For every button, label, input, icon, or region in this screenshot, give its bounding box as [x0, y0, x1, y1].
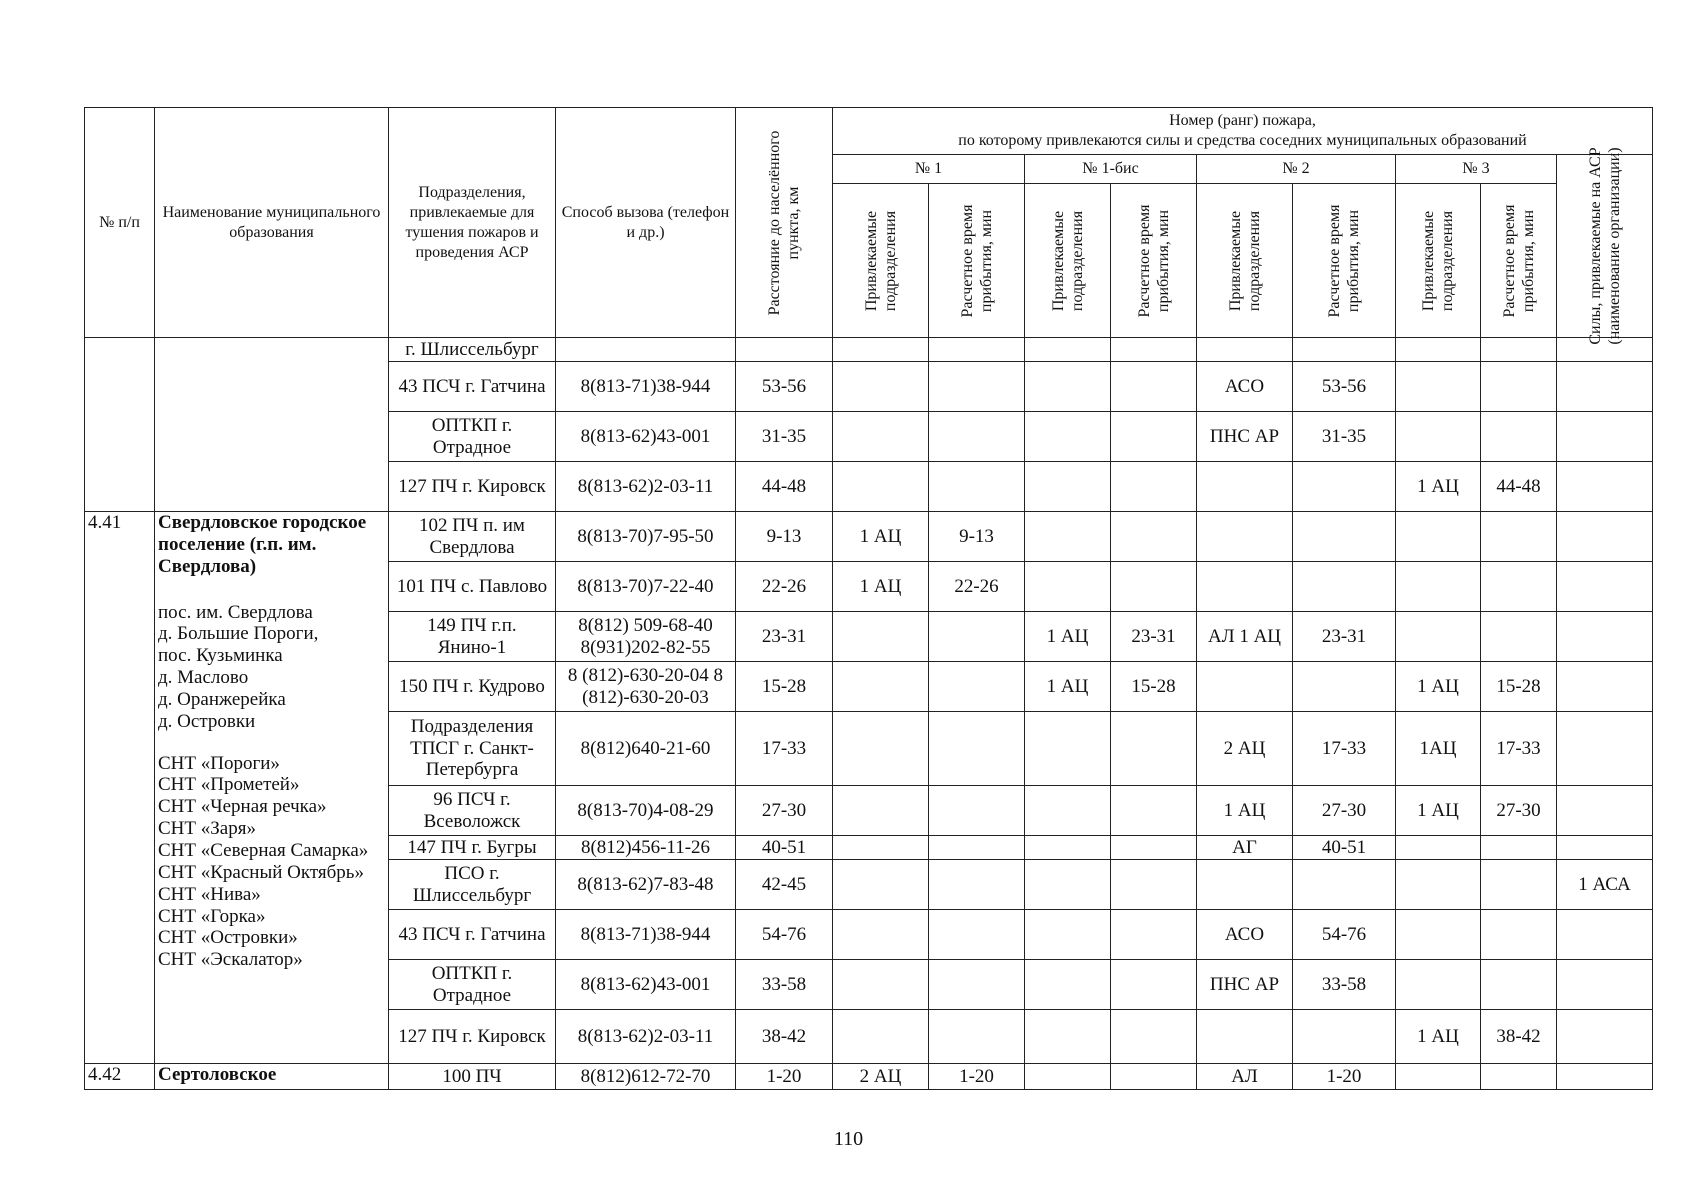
unit-cell: Подразделения ТПСГ г. Санкт-Петербурга — [389, 712, 556, 786]
rank2-time-cell: 1-20 — [1293, 1064, 1396, 1090]
rank2-time-cell: 40-51 — [1293, 836, 1396, 860]
rank3-units-cell — [1396, 362, 1481, 412]
rank1-time-cell — [929, 910, 1025, 960]
rank2-time-cell: 27-30 — [1293, 786, 1396, 836]
phone-cell: 8(813-62)7-83-48 — [556, 860, 736, 910]
rank1bis-time-cell: 15-28 — [1111, 662, 1197, 712]
distance-cell: 27-30 — [736, 786, 833, 836]
rank2-time-cell — [1293, 512, 1396, 562]
unit-cell: 150 ПЧ г. Кудрово — [389, 662, 556, 712]
header-rank-3: № 3 — [1396, 155, 1557, 184]
header-r1-units: Привлекаемые подразделения — [833, 184, 929, 338]
rank3-units-cell — [1396, 860, 1481, 910]
unit-cell: 127 ПЧ г. Кировск — [389, 462, 556, 512]
distance-cell: 23-31 — [736, 612, 833, 662]
rank1bis-units-cell — [1025, 562, 1111, 612]
rank1-time-cell — [929, 960, 1025, 1010]
asr-cell — [1557, 786, 1653, 836]
phone-cell: 8(813-70)7-95-50 — [556, 512, 736, 562]
rank3-units-cell: 1 АЦ — [1396, 1010, 1481, 1064]
rank3-time-cell: 15-28 — [1481, 662, 1557, 712]
table-row — [85, 1064, 1653, 1090]
unit-cell: ОПТКП г. Отрадное — [389, 960, 556, 1010]
rank2-units-cell — [1197, 512, 1293, 562]
unit-cell: 147 ПЧ г. Бугры — [389, 836, 556, 860]
unit-cell: 43 ПСЧ г. Гатчина — [389, 910, 556, 960]
rank1bis-time-cell — [1111, 1010, 1197, 1064]
rank1-time-cell — [929, 1010, 1025, 1064]
rank3-time-cell — [1481, 362, 1557, 412]
phone-cell: 8(813-71)38-944 — [556, 910, 736, 960]
phone-cell: 8(812)612-72-70 — [556, 1064, 736, 1090]
asr-cell — [1557, 412, 1653, 462]
phone-cell: 8(813-62)43-001 — [556, 960, 736, 1010]
spacer — [158, 578, 385, 602]
rank3-units-cell — [1396, 338, 1481, 362]
asr-cell — [1557, 960, 1653, 1010]
header-rank-1: № 1 — [833, 155, 1025, 184]
rank2-units-cell: АГ — [1197, 836, 1293, 860]
rank2-units-cell — [1197, 860, 1293, 910]
rank1-units-cell — [833, 910, 929, 960]
rank3-units-cell — [1396, 960, 1481, 1010]
header-r1bis-time: Расчетное время прибытия, мин — [1111, 184, 1197, 338]
row-num-cell: 4.41 — [85, 512, 155, 1064]
rank2-units-cell — [1197, 1010, 1293, 1064]
rank1-time-cell — [929, 860, 1025, 910]
rank1-time-cell: 22-26 — [929, 562, 1025, 612]
rank3-time-cell — [1481, 860, 1557, 910]
unit-cell: 127 ПЧ г. Кировск — [389, 1010, 556, 1064]
rank2-units-cell: ПНС АР — [1197, 412, 1293, 462]
area-name-cell — [155, 512, 389, 1064]
row-num-cell: 4.42 — [85, 1064, 155, 1090]
rank3-units-cell: 1 АЦ — [1396, 462, 1481, 512]
rank1-units-cell — [833, 412, 929, 462]
phone-cell: 8(812)456-11-26 — [556, 836, 736, 860]
rank1bis-units-cell — [1025, 712, 1111, 786]
table-row — [85, 338, 1653, 362]
phone-cell: 8(813-62)2-03-11 — [556, 462, 736, 512]
rank1bis-time-cell — [1111, 338, 1197, 362]
rank3-time-cell — [1481, 512, 1557, 562]
rank3-time-cell — [1481, 836, 1557, 860]
place-item: СНТ «Нива» — [158, 883, 261, 905]
header-r2-units: Привлекаемые подразделения — [1197, 184, 1293, 338]
rank1-time-cell — [929, 712, 1025, 786]
rank1bis-time-cell — [1111, 362, 1197, 412]
asr-cell — [1557, 362, 1653, 412]
rank2-units-cell — [1197, 562, 1293, 612]
rank1-time-cell — [929, 338, 1025, 362]
rank2-units-cell: АСО — [1197, 362, 1293, 412]
phone-cell — [556, 338, 736, 362]
phone-cell: 8(812)640-21-60 — [556, 712, 736, 786]
rank1bis-time-cell — [1111, 1064, 1197, 1090]
rank2-units-cell: ПНС АР — [1197, 960, 1293, 1010]
rank1-units-cell — [833, 612, 929, 662]
place-item: д. Оранжерейка — [158, 688, 286, 710]
rank1bis-units-cell: 1 АЦ — [1025, 662, 1111, 712]
rank1bis-time-cell: 23-31 — [1111, 612, 1197, 662]
rank1-units-cell — [833, 338, 929, 362]
rank3-units-cell: 1 АЦ — [1396, 786, 1481, 836]
header-r1-time: Расчетное время прибытия, мин — [929, 184, 1025, 338]
rank2-units-cell — [1197, 662, 1293, 712]
place-item: СНТ «Красный Октябрь» — [158, 861, 364, 883]
unit-cell: ОПТКП г. Отрадное — [389, 412, 556, 462]
rank1bis-units-cell — [1025, 786, 1111, 836]
unit-cell: ПСО г. Шлиссельбург — [389, 860, 556, 910]
rank1bis-time-cell — [1111, 960, 1197, 1010]
rank3-time-cell — [1481, 612, 1557, 662]
rank1-time-cell: 1-20 — [929, 1064, 1025, 1090]
rank3-units-cell: 1АЦ — [1396, 712, 1481, 786]
rank2-units-cell: 1 АЦ — [1197, 786, 1293, 836]
rank1-units-cell — [833, 960, 929, 1010]
header-row-1 — [85, 108, 1653, 155]
rank1bis-time-cell — [1111, 836, 1197, 860]
rank1-time-cell — [929, 362, 1025, 412]
header-distance: Расстояние до населённого пункта, км — [736, 108, 833, 338]
asr-cell — [1557, 462, 1653, 512]
page-number: 110 — [833, 1128, 864, 1150]
rank-title: Номер (ранг) пожара, — [1169, 112, 1316, 129]
rank3-units-cell: 1 АЦ — [1396, 662, 1481, 712]
rank3-time-cell: 44-48 — [1481, 462, 1557, 512]
rank1bis-units-cell — [1025, 860, 1111, 910]
rank3-time-cell — [1481, 562, 1557, 612]
distance-cell: 17-33 — [736, 712, 833, 786]
phone-cell: 8(813-70)7-22-40 — [556, 562, 736, 612]
asr-cell — [1557, 512, 1653, 562]
rank2-time-cell: 54-76 — [1293, 910, 1396, 960]
place-item: СНТ «Островки» — [158, 927, 298, 949]
rank1-units-cell — [833, 836, 929, 860]
rank2-time-cell: 31-35 — [1293, 412, 1396, 462]
rank1-time-cell — [929, 412, 1025, 462]
header-units: Подразделения, привлекаемые для тушения пожаров и проведения АСР — [389, 108, 556, 338]
unit-cell: 102 ПЧ п. им Свердлова — [389, 512, 556, 562]
rank1-units-cell — [833, 362, 929, 412]
unit-cell: 100 ПЧ — [389, 1064, 556, 1090]
asr-cell: 1 АСА — [1557, 860, 1653, 910]
header-asr: Силы, привлекаемые на АСР (наименование организации) — [1557, 155, 1653, 338]
rank2-time-cell: 23-31 — [1293, 612, 1396, 662]
rank1bis-time-cell — [1111, 462, 1197, 512]
place-item: пос. им. Свердлова — [158, 601, 313, 623]
rank2-units-cell — [1197, 462, 1293, 512]
rank3-time-cell — [1481, 338, 1557, 362]
phone-cell: 8 (812)-630-20-04 8 (812)-630-20-03 — [556, 662, 736, 712]
place-item: СНТ «Эскалатор» — [158, 949, 303, 971]
rank1bis-time-cell — [1111, 860, 1197, 910]
rank2-units-cell — [1197, 338, 1293, 362]
rank2-time-cell — [1293, 1010, 1396, 1064]
rank2-time-cell: 53-56 — [1293, 362, 1396, 412]
rank-subtitle: по которому привлекаются силы и средства соседних муниципальных образований — [958, 132, 1527, 149]
header-rank-1bis: № 1-бис — [1025, 155, 1197, 184]
header-name: Наименование муниципального образования — [155, 108, 389, 338]
rank1-units-cell: 1 АЦ — [833, 512, 929, 562]
distance-cell: 38-42 — [736, 1010, 833, 1064]
distance-cell: 31-35 — [736, 412, 833, 462]
fire-forces-table — [84, 107, 1653, 1090]
rank1-units-cell — [833, 1010, 929, 1064]
header-r2-time: Расчетное время прибытия, мин — [1293, 184, 1396, 338]
rank1-units-cell — [833, 786, 929, 836]
rank1bis-time-cell — [1111, 512, 1197, 562]
rank1bis-time-cell — [1111, 786, 1197, 836]
distance-cell: 33-58 — [736, 960, 833, 1010]
header-r3-time: Расчетное время прибытия, мин — [1481, 184, 1557, 338]
place-item: СНТ «Прометей» — [158, 774, 300, 796]
asr-cell — [1557, 612, 1653, 662]
rank1bis-units-cell — [1025, 910, 1111, 960]
rank3-time-cell — [1481, 960, 1557, 1010]
rank1bis-units-cell — [1025, 1010, 1111, 1064]
distance-cell: 40-51 — [736, 836, 833, 860]
rank1bis-units-cell — [1025, 1064, 1111, 1090]
rank2-units-cell: АЛ 1 АЦ — [1197, 612, 1293, 662]
rank2-time-cell — [1293, 562, 1396, 612]
rank1-time-cell — [929, 836, 1025, 860]
distance-cell: 22-26 — [736, 562, 833, 612]
rank3-time-cell — [1481, 910, 1557, 960]
rank3-time-cell: 38-42 — [1481, 1010, 1557, 1064]
rank2-time-cell: 33-58 — [1293, 960, 1396, 1010]
place-item: пос. Кузьминка — [158, 645, 283, 667]
rank1-time-cell — [929, 462, 1025, 512]
row-name-cell — [155, 338, 389, 512]
rank1bis-units-cell — [1025, 412, 1111, 462]
rank1-time-cell: 9-13 — [929, 512, 1025, 562]
phone-cell: 8(813-62)43-001 — [556, 412, 736, 462]
asr-cell — [1557, 1010, 1653, 1064]
rank1-units-cell — [833, 712, 929, 786]
rank3-units-cell — [1396, 1064, 1481, 1090]
row-num-cell — [85, 338, 155, 512]
place-item — [158, 733, 385, 753]
place-item: д. Островки — [158, 710, 256, 732]
rank1bis-time-cell — [1111, 412, 1197, 462]
asr-cell — [1557, 562, 1653, 612]
rank3-time-cell: 17-33 — [1481, 712, 1557, 786]
distance-cell: 9-13 — [736, 512, 833, 562]
unit-cell: 149 ПЧ г.п. Янино-1 — [389, 612, 556, 662]
rank3-time-cell — [1481, 412, 1557, 462]
asr-cell — [1557, 662, 1653, 712]
distance-cell: 15-28 — [736, 662, 833, 712]
rank3-units-cell — [1396, 836, 1481, 860]
distance-cell: 53-56 — [736, 362, 833, 412]
rank1bis-time-cell — [1111, 562, 1197, 612]
rank2-units-cell: АЛ — [1197, 1064, 1293, 1090]
rank2-units-cell: 2 АЦ — [1197, 712, 1293, 786]
place-item: СНТ «Северная Самарка» — [158, 839, 369, 861]
place-item: СНТ «Пороги» — [158, 752, 280, 774]
area-name-cell: Сертоловское — [155, 1064, 389, 1090]
unit-cell: 43 ПСЧ г. Гатчина — [389, 362, 556, 412]
rank3-units-cell — [1396, 562, 1481, 612]
asr-cell — [1557, 910, 1653, 960]
unit-cell: 96 ПСЧ г. Всеволожск — [389, 786, 556, 836]
header-call: Способ вызова (телефон и др.) — [556, 108, 736, 338]
place-item: СНТ «Заря» — [158, 818, 256, 840]
rank3-units-cell — [1396, 612, 1481, 662]
rank1bis-units-cell — [1025, 960, 1111, 1010]
distance-cell — [736, 338, 833, 362]
rank3-units-cell — [1396, 910, 1481, 960]
rank3-units-cell — [1396, 412, 1481, 462]
rank1bis-units-cell — [1025, 836, 1111, 860]
place-item: д. Большие Пороги, — [158, 623, 319, 645]
header-num: № п/п — [85, 108, 155, 338]
rank3-units-cell — [1396, 512, 1481, 562]
rank1bis-time-cell — [1111, 712, 1197, 786]
table-row — [85, 512, 1653, 562]
rank1-time-cell — [929, 662, 1025, 712]
rank2-time-cell — [1293, 860, 1396, 910]
asr-cell — [1557, 836, 1653, 860]
header-r3-units: Привлекаемые подразделения — [1396, 184, 1481, 338]
place-item: СНТ «Черная речка» — [158, 796, 327, 818]
rank2-units-cell: АСО — [1197, 910, 1293, 960]
unit-cell: 101 ПЧ с. Павлово — [389, 562, 556, 612]
distance-cell: 44-48 — [736, 462, 833, 512]
phone-cell: 8(812) 509-68-40 8(931)202-82-55 — [556, 612, 736, 662]
asr-cell — [1557, 712, 1653, 786]
header-r1bis-units: Привлекаемые подразделения — [1025, 184, 1111, 338]
place-item: СНТ «Горка» — [158, 905, 266, 927]
rank2-time-cell — [1293, 662, 1396, 712]
header-rank-2: № 2 — [1197, 155, 1396, 184]
rank2-time-cell — [1293, 338, 1396, 362]
phone-cell: 8(813-62)2-03-11 — [556, 1010, 736, 1064]
rank1-time-cell — [929, 786, 1025, 836]
rank2-time-cell: 17-33 — [1293, 712, 1396, 786]
rank3-time-cell: 27-30 — [1481, 786, 1557, 836]
rank1bis-units-cell — [1025, 362, 1111, 412]
distance-cell: 1-20 — [736, 1064, 833, 1090]
phone-cell: 8(813-70)4-08-29 — [556, 786, 736, 836]
rank1bis-units-cell — [1025, 462, 1111, 512]
rank1-units-cell: 2 АЦ — [833, 1064, 929, 1090]
rank1bis-units-cell — [1025, 512, 1111, 562]
distance-cell: 42-45 — [736, 860, 833, 910]
area-title: Свердловское городское поселение (г.п. им. Свердлова) — [158, 512, 367, 577]
rank2-time-cell — [1293, 462, 1396, 512]
phone-cell: 8(813-71)38-944 — [556, 362, 736, 412]
rank1-units-cell — [833, 462, 929, 512]
rank1bis-units-cell — [1025, 338, 1111, 362]
asr-cell — [1557, 1064, 1653, 1090]
distance-cell: 54-76 — [736, 910, 833, 960]
rank1bis-units-cell: 1 АЦ — [1025, 612, 1111, 662]
unit-cell: г. Шлиссельбург — [389, 338, 556, 362]
rank1-units-cell — [833, 860, 929, 910]
rank3-time-cell — [1481, 1064, 1557, 1090]
rank1-units-cell — [833, 662, 929, 712]
rank1-units-cell: 1 АЦ — [833, 562, 929, 612]
rank1bis-time-cell — [1111, 910, 1197, 960]
rank1-time-cell — [929, 612, 1025, 662]
place-item: д. Маслово — [158, 667, 249, 689]
header-rank-title — [833, 108, 1653, 155]
